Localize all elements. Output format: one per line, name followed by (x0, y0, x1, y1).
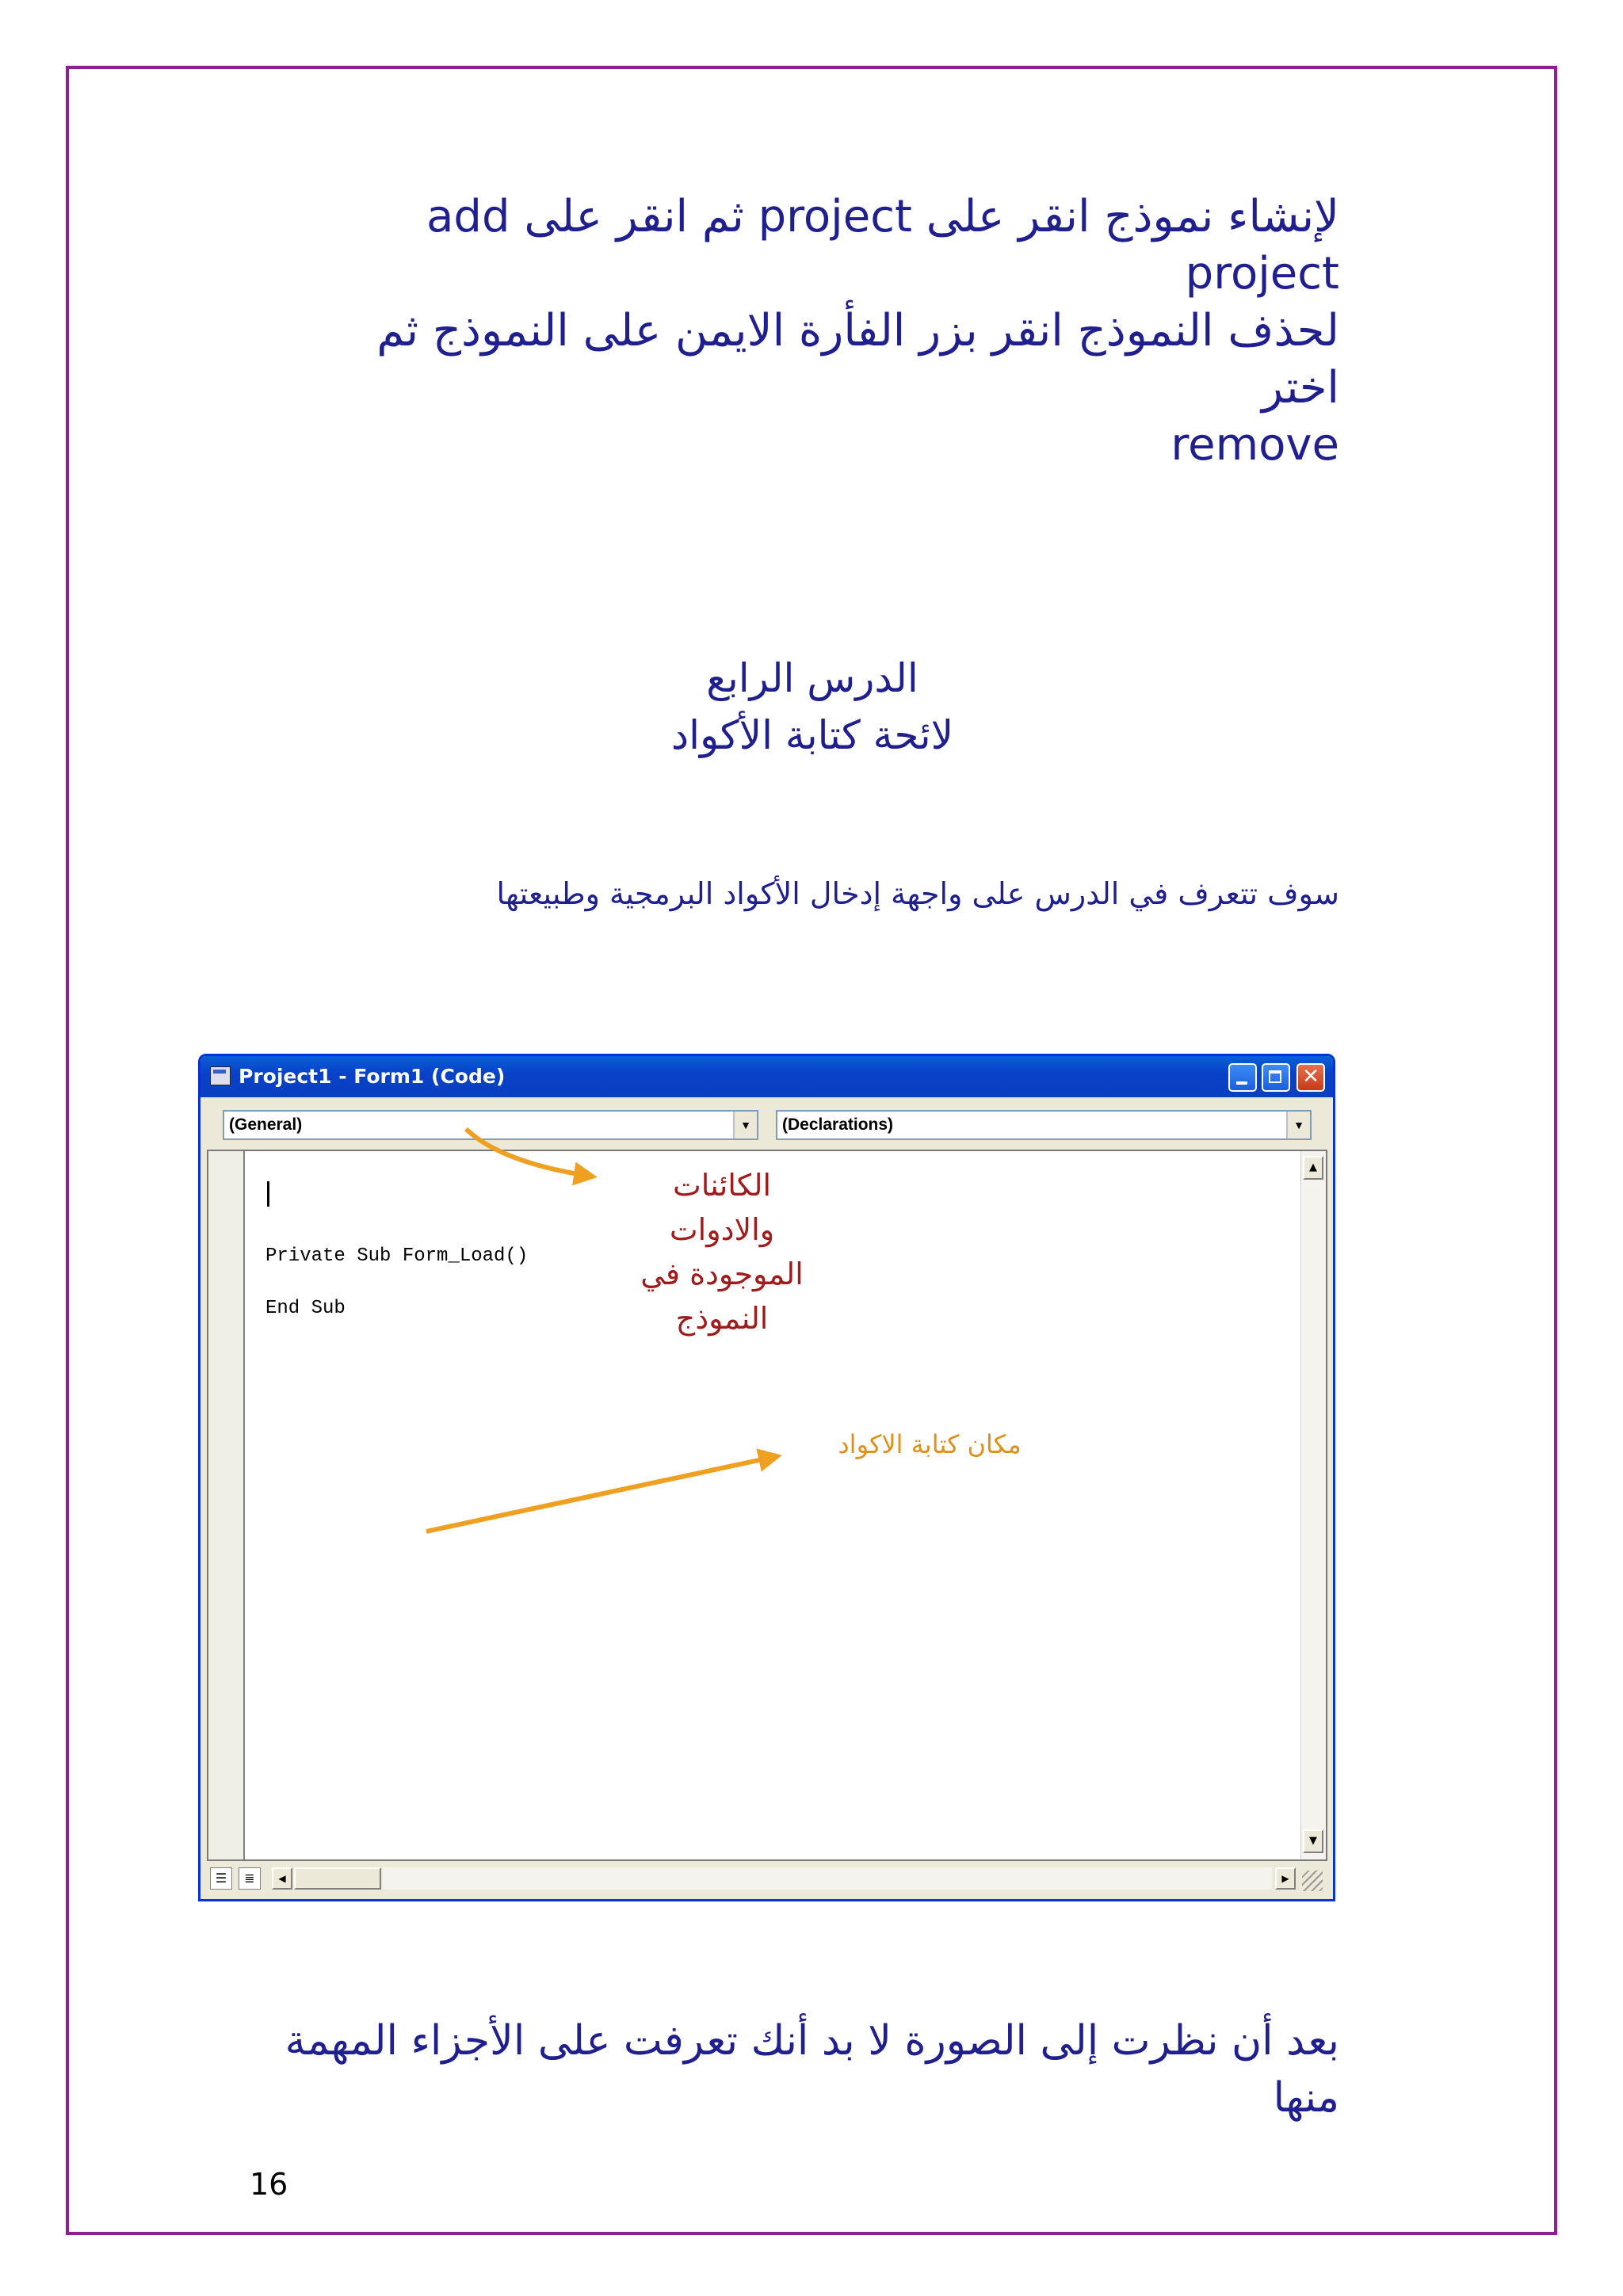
procedure-combo-value: (Declarations) (782, 1116, 894, 1134)
window-title: Project1 - Form1 (Code) (239, 1065, 506, 1088)
vb-code-window (198, 1054, 1335, 1901)
minimize-button[interactable] (1228, 1063, 1257, 1092)
scroll-down-icon[interactable]: ▼ (1303, 1829, 1323, 1853)
text-cursor (267, 1181, 269, 1207)
horizontal-scrollbar[interactable] (383, 1867, 1272, 1890)
lesson-description: سوف تتعرف في الدرس على واجهة إدخال الأكواد البرمجية وطبيعتها (496, 876, 1339, 911)
procedure-view-button[interactable]: ☰ (210, 1867, 232, 1890)
intro-line-remove-word: remove (1170, 419, 1339, 471)
margin-indicator-bar[interactable] (208, 1151, 245, 1859)
lesson-subtitle: لائحة كتابة الأكواد (670, 712, 954, 758)
procedure-combo[interactable] (776, 1110, 1312, 1140)
minimize-icon (1236, 1081, 1247, 1085)
annotation-objects: الكائنات والادوات الموجودة في النموذج (640, 1168, 804, 1336)
object-combo-value: (General) (229, 1116, 303, 1134)
closing-paragraph: بعد أن نظرت إلى الصورة لا بد أنك تعرفت على الأجزاء المهمة منها (285, 2017, 1339, 2122)
close-icon: ✕ (1302, 1065, 1319, 1089)
page-number: 16 (250, 2167, 288, 2202)
chevron-down-icon[interactable]: ▼ (733, 1112, 757, 1138)
intro-line-remove: لحذف النموذج انقر بزر الفأرة الايمن على النموذج ثم اختر (376, 305, 1339, 414)
horizontal-scroll-thumb[interactable] (294, 1867, 381, 1890)
maximize-button[interactable] (1262, 1063, 1290, 1092)
code-line: Private Sub Form_Load() (265, 1245, 529, 1267)
code-window-footer (207, 1863, 1327, 1894)
intro-line-add: لإنشاء نموذج انقر على project ثم انقر على add project (426, 191, 1339, 299)
lesson-title: الدرس الرابع (706, 655, 918, 701)
intro-instructions (285, 189, 1339, 474)
annotation-code-area: مكان كتابة الاكواد (838, 1429, 1022, 1459)
code-line: End Sub (265, 1298, 346, 1319)
chevron-down-icon[interactable]: ▼ (1286, 1112, 1310, 1138)
object-combo[interactable] (223, 1110, 758, 1140)
scroll-right-icon[interactable]: ▶ (1275, 1867, 1296, 1890)
vertical-scrollbar[interactable] (1300, 1151, 1326, 1859)
maximize-icon (1269, 1070, 1281, 1083)
window-titlebar[interactable] (200, 1056, 1333, 1097)
scroll-left-icon[interactable]: ◀ (272, 1867, 292, 1890)
code-text[interactable] (265, 1230, 528, 1335)
code-window-icon (210, 1066, 231, 1085)
resize-grip-icon[interactable] (1302, 1871, 1323, 1891)
close-button[interactable] (1296, 1063, 1325, 1092)
full-module-view-button[interactable]: ≣ (239, 1867, 261, 1890)
scroll-up-icon[interactable]: ▲ (1303, 1156, 1323, 1180)
lesson-heading (475, 650, 1149, 764)
